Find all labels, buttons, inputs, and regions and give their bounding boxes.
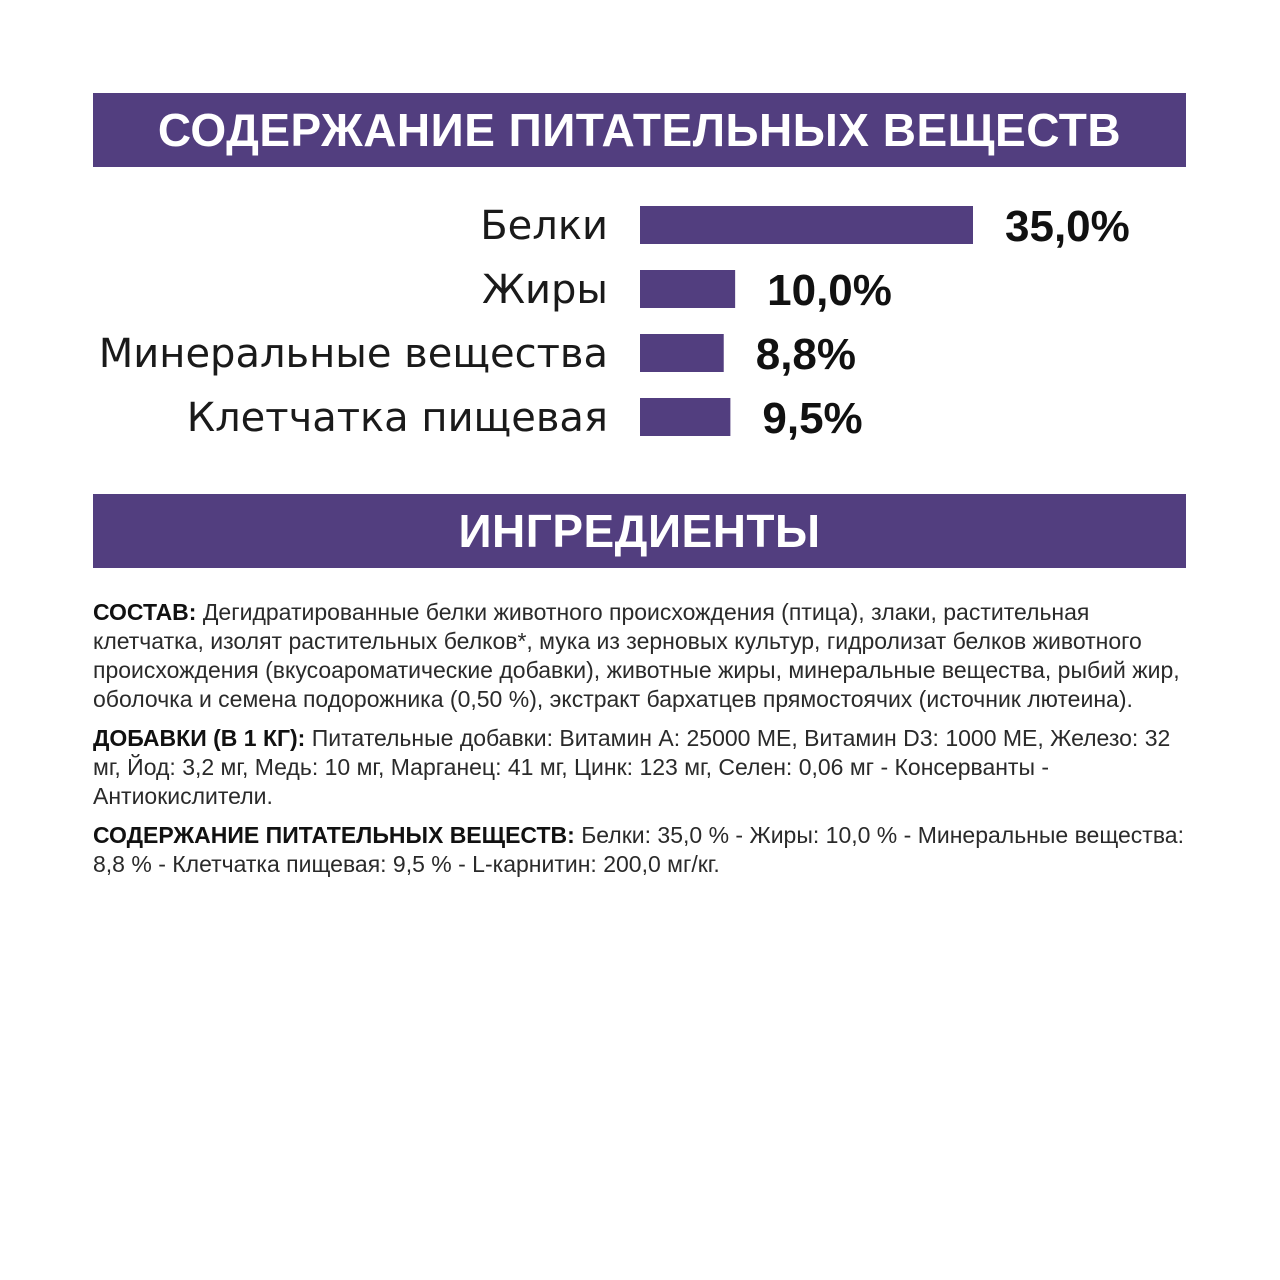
category-label: Минеральные вещества — [98, 331, 608, 377]
composition-label: СОСТАВ: — [93, 599, 197, 625]
ingredients-banner — [93, 494, 1186, 568]
nutrients-text: Белки: 35,0 % - Жиры: 10,0 % - Минеральные вещества: 8,8 % - Клетчатка пищевая: 9,5 % - L-карнитин: 200,0 мг/кг. — [93, 822, 1184, 877]
composition-text: Дегидратированные белки животного происхождения (птица), злаки, растительная клетчатка, изолят растительных белков*, мука из зерновых культур, гидролизат белков животного происхождения (вкусоароматические добавки), животные жиры, минеральные вещества, рыбий жир, оболочка и семена подорожника (0,50 %), экстракт бархатцев прямостоячих (источник лютеина). — [93, 599, 1180, 712]
value-label: 35,0% — [1005, 202, 1130, 251]
ingredients-banner-title: ИНГРЕДИЕНТЫ — [458, 505, 821, 557]
additives-text: Питательные добавки: Витамин А: 25000 МЕ, Витамин D3: 1000 МЕ, Железо: 32 мг, Йод: 3,2 мг, Медь: 10 мг, Марганец: 41 мг, Цинк: 123 мг, Селен: 0,06 мг - Консерванты - Антиокислители. — [93, 725, 1171, 809]
category-label: Клетчатка пищевая — [186, 395, 608, 441]
bar — [640, 270, 735, 308]
nutrients-paragraph — [93, 821, 1186, 879]
bar — [640, 398, 730, 436]
nutrients-banner — [93, 93, 1186, 167]
additives-paragraph — [93, 724, 1186, 811]
additives-label: ДОБАВКИ (В 1 КГ): — [93, 725, 306, 751]
value-label: 9,5% — [762, 394, 863, 443]
nutrients-banner-title: СОДЕРЖАНИЕ ПИТАТЕЛЬНЫХ ВЕЩЕСТВ — [157, 104, 1122, 156]
nutrients-label: СОДЕРЖАНИЕ ПИТАТЕЛЬНЫХ ВЕЩЕСТВ: — [93, 822, 575, 848]
nutrient-bar-chart — [0, 190, 1280, 460]
category-label: Белки — [480, 203, 608, 249]
category-label: Жиры — [481, 267, 608, 313]
ingredients-text-block — [93, 598, 1186, 889]
bar — [640, 206, 973, 244]
composition-paragraph — [93, 598, 1186, 714]
value-label: 10,0% — [767, 266, 892, 315]
value-label: 8,8% — [755, 330, 857, 379]
bar — [640, 334, 724, 372]
